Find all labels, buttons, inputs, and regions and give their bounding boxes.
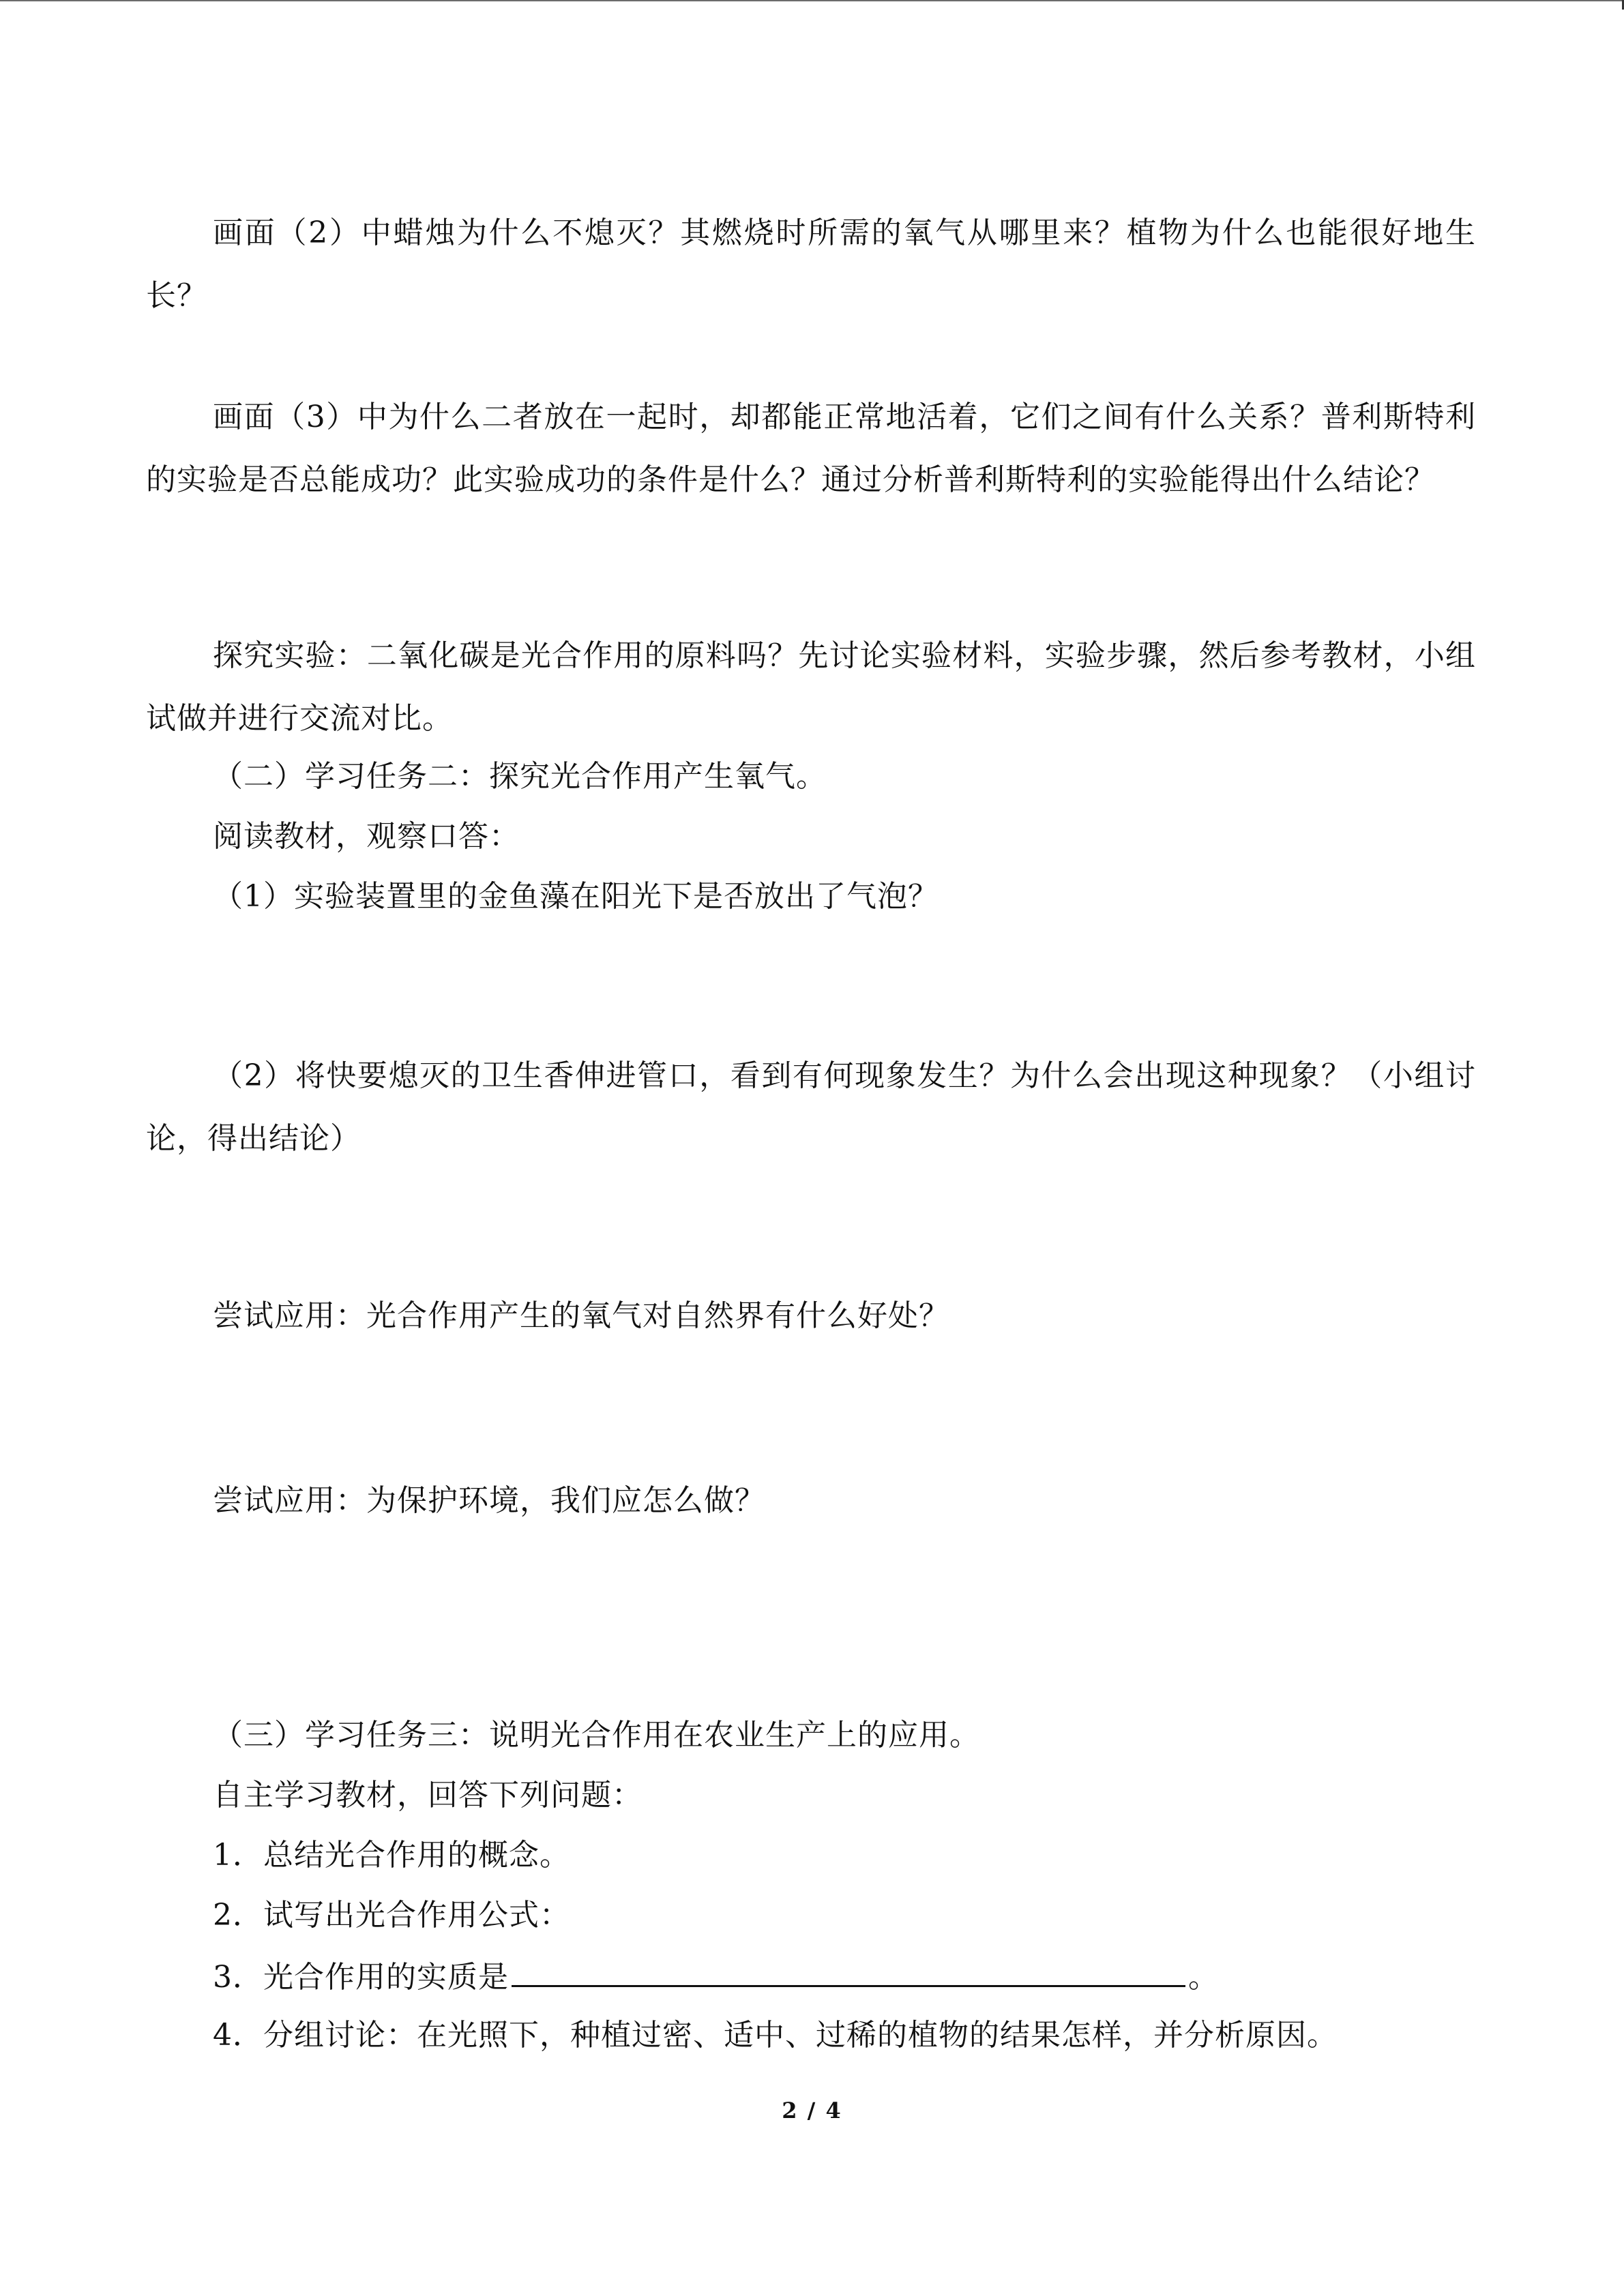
list-item-2: 2．试写出光合作用公式：	[213, 1898, 570, 1933]
list-item-3-suffix: 。	[1188, 1960, 1219, 1995]
task-three-heading: （三）学习任务三：说明光合作用在农业生产上的应用。	[213, 1718, 980, 1753]
question-paragraph-3: 画面（3）中为什么二者放在一起时，却都能正常地活着，它们之间有什么关系？普利斯特利的实验是否总能成功？此实验成功的条件是什么？通过分析普利斯特利的实验能得出什么结论？	[146, 400, 1476, 497]
self-study-prompt: 自主学习教材，回答下列问题：	[213, 1778, 643, 1813]
page-number: 2 / 4	[782, 2098, 842, 2123]
read-prompt: 阅读教材，观察口答：	[213, 819, 520, 854]
observation-question-1: （1）实验装置里的金鱼藻在阳光下是否放出了气泡？	[213, 879, 939, 914]
apply-question-2: 尝试应用：为保护环境，我们应怎么做？	[213, 1483, 765, 1518]
list-item-3-prefix: 3．光合作用的实质是	[213, 1960, 509, 1995]
top-border	[0, 0, 1624, 1]
task-two-heading: （二）学习任务二：探究光合作用产生氧气。	[213, 759, 827, 794]
explore-experiment-paragraph: 探究实验：二氧化碳是光合作用的原料吗？先讨论实验材料，实验步骤，然后参考教材，小组试做并进行交流对比。	[146, 638, 1476, 736]
list-item-3	[213, 1955, 1219, 1998]
fill-in-blank[interactable]	[512, 1955, 1185, 1987]
question-paragraph-2: 画面（2）中蜡烛为什么不熄灭？其燃烧时所需的氧气从哪里来？植物为什么也能很好地生长？	[146, 215, 1476, 313]
apply-question-1: 尝试应用：光合作用产生的氧气对自然界有什么好处？	[213, 1298, 949, 1333]
list-item-4: 4．分组讨论：在光照下，种植过密、适中、过稀的植物的结果怎样，并分析原因。	[213, 2018, 1338, 2053]
list-item-1: 1．总结光合作用的概念。	[213, 1838, 570, 1873]
observation-question-2: （2）将快要熄灭的卫生香伸进管口，看到有何现象发生？为什么会出现这种现象？（小组讨论，得出结论）	[146, 1058, 1476, 1156]
